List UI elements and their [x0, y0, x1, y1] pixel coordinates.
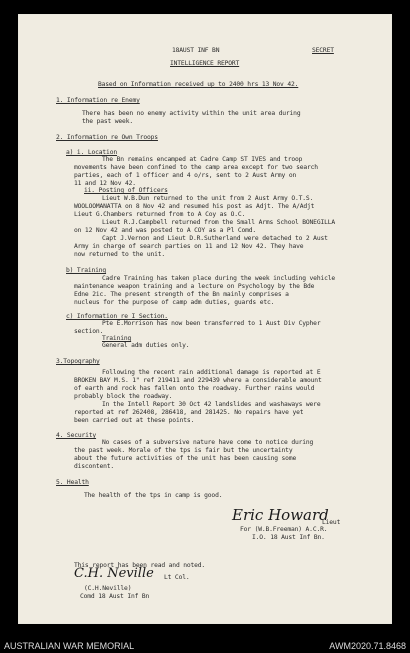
section-3-line: reported at ref 262408, 286418, and 281425. No repairs have yet	[74, 409, 304, 416]
section-2a-line: Army in charge of search parties on 11 and 12 Nov 42. They have	[74, 243, 304, 250]
unit-header: 18AUST INF BN	[172, 47, 220, 54]
archive-footer	[0, 640, 410, 653]
section-2c-line: Pte E.Morrison has now been transferred to 1 Aust Div Cypher	[102, 320, 321, 327]
document-page	[18, 14, 392, 624]
section-3-line: probably block the roadway.	[74, 393, 173, 400]
section-2b-heading: b) Training	[66, 267, 107, 274]
section-5-heading: 5. Health	[56, 479, 89, 486]
section-2a-line: 11 and 12 Nov 42.	[74, 180, 136, 187]
signature-1-for: For (W.B.Freeman) A.C.R.	[240, 526, 328, 533]
section-2a-heading: a) i. Location	[66, 149, 117, 156]
section-2a-line: Lieut R.J.Campbell returned from the Small Arms School BONEGILLA	[102, 219, 336, 226]
section-3-line: of earth and rock has fallen onto the roadway. Further rains would	[74, 385, 315, 392]
section-2a-line: Lieut W.B.Dun returned to the unit from 2 Aust Army O.T.S.	[102, 195, 314, 202]
section-1-line: the past week.	[82, 118, 133, 125]
section-2c-heading: c) Information re I Section.	[66, 313, 168, 320]
section-1-heading: 1. Information re Enemy	[56, 97, 140, 104]
footer-institution: AUSTRALIAN WAR MEMORIAL	[4, 641, 135, 651]
section-4-line: the past week. Morale of the tps is fair but the uncertainty	[74, 447, 293, 454]
footer-accession-number: AWM2020.71.8468	[329, 641, 406, 651]
section-2a-line: WOOLOOMANATTA on 8 Nov 42 and resumed his post as Adjt. The A/Adjt	[74, 203, 315, 210]
section-2b-line: Edne 2ic. The present strength of the Bn mainly comprises a	[74, 291, 289, 298]
section-2b-line: Cadre Training has taken place during the week including vehicle	[102, 275, 336, 282]
section-2b-line: nucleus for the purpose of camp adm duties, guards etc.	[74, 299, 275, 306]
section-2a-ii-heading: ii. Posting of Officers	[84, 187, 168, 194]
section-3-line: In the Intell Report 30 Oct 42 landslides and washaways were	[102, 401, 321, 408]
section-2a-line: parties, each of 1 officer and 4 o/rs, sent to 2 Aust Army on	[74, 172, 297, 179]
signature-1-handwritten: Eric Howard	[232, 506, 329, 524]
section-2-heading: 2. Information re Own Troops	[56, 134, 158, 141]
section-2c-training: Training	[102, 335, 132, 342]
signature-2-rank: Lt Col.	[164, 574, 190, 581]
section-3-line: Following the recent rain additional damage is reported at E	[102, 369, 321, 376]
classification: SECRET	[312, 47, 334, 54]
section-4-line: about the future activities of the unit has been causing some	[74, 455, 297, 462]
section-3-line: BROKEN BAY M.S. 1" ref 219411 and 229439 where a considerable amount	[74, 377, 322, 384]
signature-2-name: (C.H.Neville)	[84, 585, 132, 592]
read-noted-note: This report has been read and noted.	[74, 562, 206, 569]
section-5-line: The health of the tps in camp is good.	[84, 492, 223, 499]
section-4-line: discontent.	[74, 463, 115, 470]
report-based-on: Based on Information received up to 2400 hrs 13 Nov 42.	[98, 81, 299, 88]
section-4-line: No cases of a subversive nature have come to notice during	[102, 439, 314, 446]
section-2a-line: Lieut G.Chambers returned from to A Coy as O.C.	[74, 211, 246, 218]
section-2c-line: section.	[74, 328, 104, 335]
report-title: INTELLIGENCE REPORT	[170, 60, 240, 67]
section-3-heading: 3.Topography	[56, 358, 100, 365]
signature-1-rank: Lieut	[322, 519, 341, 526]
section-2a-line: movements have been confined to the camp area except for two search	[74, 164, 318, 171]
section-2b-line: maintenance weapon training and a lecture on Psychology by the Bde	[74, 283, 315, 290]
section-2a-line: on 12 Nov 42 and was posted to A COY as a Pl Comd.	[74, 227, 257, 234]
section-4-heading: 4. Security	[56, 432, 97, 439]
signature-2-role: Comd 18 Aust Inf Bn	[80, 593, 150, 600]
section-3-line: been carried out at these points.	[74, 417, 195, 424]
section-2c-line: General adm duties only.	[102, 342, 190, 349]
signature-2-handwritten: C.H. Neville	[74, 566, 154, 581]
section-2a-line: now returned to the unit.	[74, 251, 166, 258]
section-2a-line: The Bn remains encamped at Cadre Camp ST IVES and troop	[102, 156, 303, 163]
signature-1-role: I.O. 18 Aust Inf Bn.	[252, 534, 325, 541]
section-1-line: There has been no enemy activity within the unit area during	[82, 110, 301, 117]
section-2a-line: Capt J.Vernon and Lieut D.R.Sutherland were detached to 2 Aust	[102, 235, 328, 242]
